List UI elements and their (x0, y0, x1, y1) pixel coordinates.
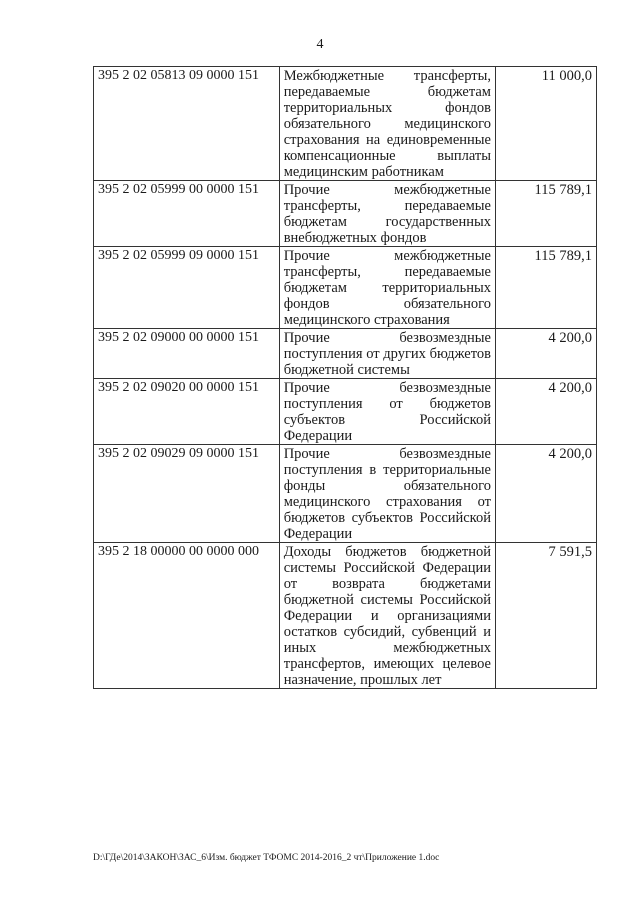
budget-description: Прочие безвозмездные поступления от других бюджетов бюджетной системы (279, 329, 495, 379)
page-number: 4 (316, 37, 324, 52)
budget-description: Прочие безвозмездные поступления в территориальные фонды обязательного медицинского страхования от бюджетов субъектов Российской Федерации (279, 445, 495, 543)
budget-amount: 115 789,1 (495, 181, 596, 247)
table-row (94, 67, 597, 181)
budget-code: 395 2 02 05813 09 0000 151 (94, 67, 280, 181)
budget-description: Прочие межбюджетные трансферты, передаваемые бюджетам государственных внебюджетных фондов (279, 181, 495, 247)
budget-amount: 115 789,1 (495, 247, 596, 329)
budget-description: Доходы бюджетов бюджетной системы Российской Федерации от возврата бюджетами бюджетной системы Российской Федерации и организациями остатков субсидий, субвенций и иных межбюджетных трансфертов, имеющих целевое назначение, прошлых лет (279, 543, 495, 689)
table-row (94, 543, 597, 689)
budget-code: 395 2 02 05999 09 0000 151 (94, 247, 280, 329)
budget-code: 395 2 18 00000 00 0000 000 (94, 543, 280, 689)
table-row (94, 181, 597, 247)
budget-amount: 4 200,0 (495, 445, 596, 543)
table-row (94, 445, 597, 543)
budget-description: Прочие безвозмездные поступления от бюджетов субъектов Российской Федерации (279, 379, 495, 445)
budget-code: 395 2 02 09000 00 0000 151 (94, 329, 280, 379)
table-row (94, 329, 597, 379)
budget-amount: 7 591,5 (495, 543, 596, 689)
table-row (94, 247, 597, 329)
budget-code: 395 2 02 09029 09 0000 151 (94, 445, 280, 543)
budget-code: 395 2 02 05999 00 0000 151 (94, 181, 280, 247)
budget-amount: 4 200,0 (495, 379, 596, 445)
budget-code: 395 2 02 09020 00 0000 151 (94, 379, 280, 445)
footer-file-path: D:\ГДе\2014\ЗАКОН\ЗАС_6\Изм. бюджет ТФОМС 2014-2016_2 чт\Приложение 1.doc (93, 853, 440, 863)
budget-amount: 4 200,0 (495, 329, 596, 379)
budget-table (93, 66, 597, 689)
budget-amount: 11 000,0 (495, 67, 596, 181)
budget-description: Межбюджетные трансферты, передаваемые бюджетам территориальных фондов обязательного медицинского страхования на единовременные компенсационные выплаты медицинским работникам (279, 67, 495, 181)
budget-description: Прочие межбюджетные трансферты, передаваемые бюджетам территориальных фондов обязательного медицинского страхования (279, 247, 495, 329)
table-row (94, 379, 597, 445)
